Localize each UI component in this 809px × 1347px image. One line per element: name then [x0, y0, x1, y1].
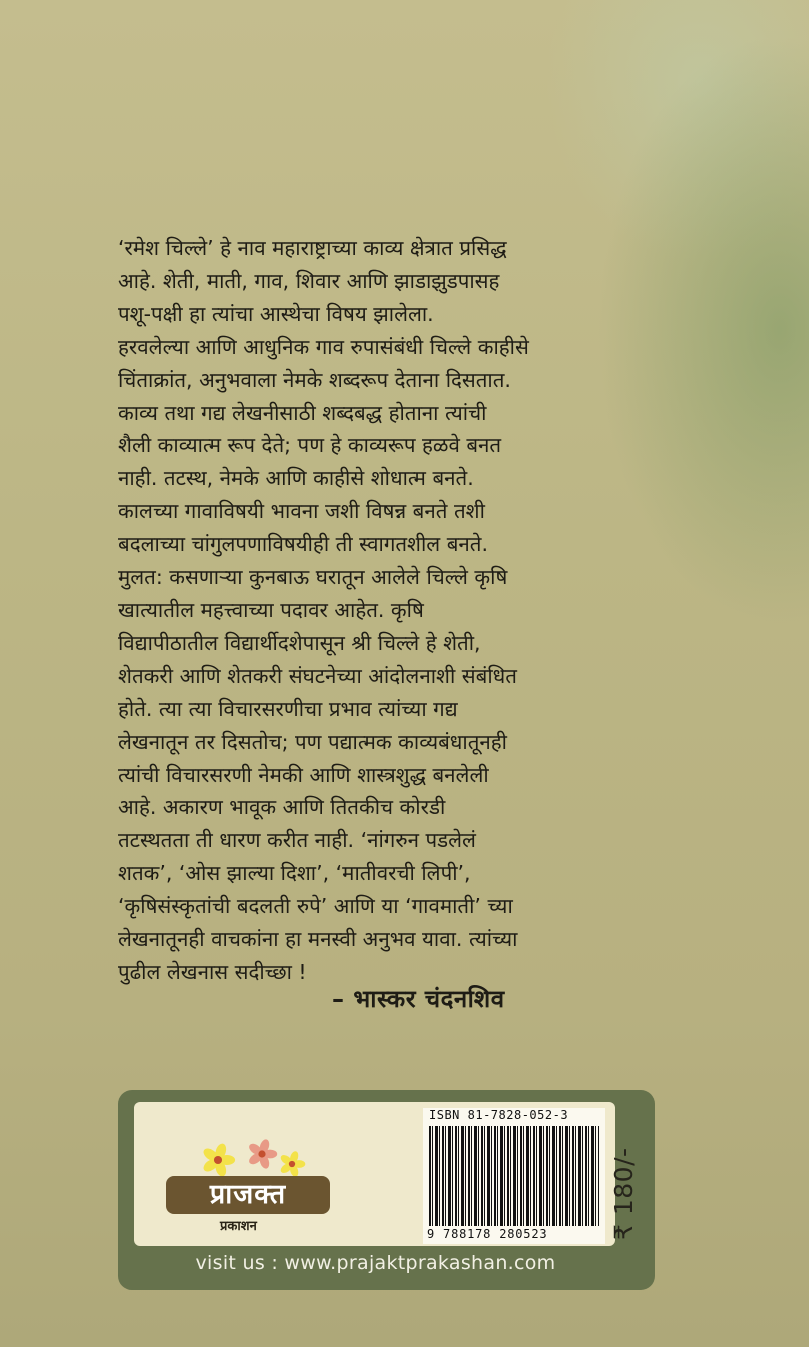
blurb-line: लेखनातूनही वाचकांना हा मनस्वी अनुभव यावा. त्यांच्या	[118, 927, 518, 952]
blurb-line: शतक’, ‘ओस झाल्या दिशा’, ‘मातीवरची लिपी’,	[118, 861, 471, 886]
blurb-line: शैली काव्यात्म रूप देते; पण हे काव्यरूप हळवे बनत	[118, 433, 502, 458]
blurb-line: खात्यातील महत्त्वाच्या पदावर आहेत. कृषि	[118, 597, 424, 622]
blurb-line: विद्यापीठातील विद्यार्थीदशेपासून श्री चिल्ले हे शेती,	[118, 630, 481, 655]
publisher-inner-panel	[134, 1102, 615, 1246]
flower-center	[289, 1161, 295, 1167]
blurb-line: पशू-पक्षी हा त्यांचा आस्थेचा विषय झालेला.	[118, 301, 434, 326]
blurb-paragraph	[118, 232, 718, 989]
blurb-line: शेतकरी आणि शेतकरी संघटनेच्या आंदोलनाशी संबंधित	[118, 663, 517, 688]
blurb-line: आहे. शेती, माती, गाव, शिवार आणि झाडाझुडपासह	[118, 268, 500, 293]
blurb-line: ‘रमेश चिल्ले’ हे नाव महाराष्ट्राच्या काव्य क्षेत्रात प्रसिद्ध	[118, 236, 507, 260]
blurb-line: बदलाच्या चांगुलपणाविषयीही ती स्वागतशील बनते.	[118, 532, 489, 557]
flower-center	[258, 1150, 265, 1157]
blurb-line: होते. त्या त्या विचारसरणीचा प्रभाव त्यांच्या गद्य	[118, 696, 458, 721]
barcode-box	[423, 1108, 605, 1244]
barcode-icon	[429, 1126, 599, 1226]
blurb-line: तटस्थतता ती धारण करीत नाही. ‘नांगरुन पडलेलं	[118, 828, 476, 853]
blurb-line: ‘कृषिसंस्कृतांची बदलती रुपे’ आणि या ‘गावमाती’ च्या	[118, 894, 513, 919]
blurb-line: आहे. अकारण भावूक आणि तितकीच कोरडी	[118, 795, 446, 820]
blurb-author: – भास्कर चंदनशिव	[332, 985, 505, 1013]
blurb-line: मुलत: कसणाऱ्या कुनबाऊ घरातून आलेले चिल्ले कृषि	[118, 565, 508, 590]
flower-center	[214, 1156, 222, 1164]
barcode-number: 9 788178 280523	[427, 1227, 548, 1241]
blurb-line: पुढील लेखनास सदीच्छा !	[118, 959, 307, 984]
blurb-line: कालच्या गावाविषयी भावना जशी विषन्न बनते तशी	[118, 499, 485, 524]
blurb-line: लेखनातून तर दिसतोच; पण पद्यात्मक काव्यबंधातूनही	[118, 729, 507, 754]
blurb-line: हरवलेल्या आणि आधुनिक गाव रुपासंबंधी चिल्ले काहीसे	[118, 334, 529, 359]
logo-subtitle: प्रकाशन	[220, 1219, 257, 1234]
website-link[interactable]: visit us : www.prajaktprakashan.com	[195, 1252, 556, 1274]
blurb-line: चिंताक्रांत, अनुभवाला नेमके शब्दरूप देताना दिसतात.	[118, 367, 511, 392]
logo-wordmark: प्राजक्त	[166, 1176, 330, 1214]
publisher-logo	[156, 1136, 336, 1236]
publisher-panel	[118, 1090, 655, 1290]
blurb-line: काव्य तथा गद्य लेखनीसाठी शब्दबद्ध होताना त्यांची	[118, 400, 487, 425]
blurb-line: त्यांची विचारसरणी नेमकी आणि शास्त्रशुद्ध बनलेली	[118, 762, 489, 787]
blurb-line: नाही. तटस्थ, नेमके आणि काहीसे शोधात्म बनते.	[118, 466, 474, 491]
isbn-text: ISBN 81-7828-052-3	[429, 1108, 569, 1122]
price-label: ₹ 180/-	[609, 1147, 638, 1240]
